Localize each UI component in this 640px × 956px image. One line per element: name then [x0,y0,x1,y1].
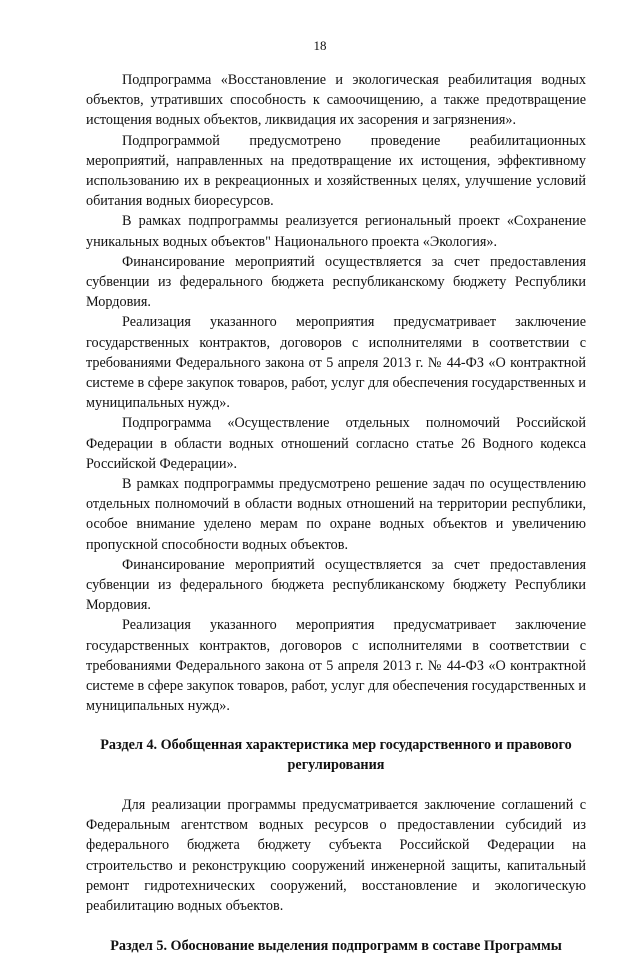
section-4-heading: Раздел 4. Обобщенная характеристика мер государственного и правового регулирования [100,736,572,773]
section-4-paragraph: Для реализации программы предусматривается заключение соглашений с Федеральным агентством водных ресурсов о предоставлении субсидий из федерального бюджета бюджету субъекта Российской Федерации на строительство и реконструкцию сооружений инженерной защиты, капитальный ремонт гидротехнических сооружений, восстановление и экологическую реабилитацию водных объектов. [86,796,586,914]
paragraph: Финансирование мероприятий осуществляется за счет предоставления субвенции из федерального бюджета республиканскому бюджету Республики Мордовия. [86,556,586,614]
paragraph: В рамках подпрограммы предусмотрено решение задач по осуществлению отдельных полномочий в области водных отношений на территории республики, особое внимание уделено мерам по охране водных объектов и увеличению пропускной способности водных объектов. [86,476,586,553]
paragraph: Реализация указанного мероприятия предусматривает заключение государственных контрактов, договоров с исполнителями в соответствии с требованиями Федерального закона от 5 апреля 2013 г. № 44-ФЗ «О контрактной системе в сфере закупок товаров, работ, услуг для обеспечения государственных и муниципальных нужд». [86,314,586,412]
page-number: 18 [313,38,327,53]
document-body [86,70,586,956]
paragraph: Подпрограммой предусмотрено проведение реабилитационных мероприятий, направленных на предотвращение их истощения, эффективному использованию их в рекреационных и хозяйственных целях, улучшение условий обитания водных биоресурсов. [86,132,586,210]
section-5-heading: Раздел 5. Обоснование выделения подпрограмм в составе Программы [110,938,562,955]
paragraph: Реализация указанного мероприятия предусматривает заключение государственных контрактов, договоров с исполнителями в соответствии с требованиями Федерального закона от 5 апреля 2013 г. № 44-ФЗ «О контрактной системе в сфере закупок товаров, работ, услуг для обеспечения государственных и муниципальных нужд». [86,617,586,715]
paragraph: Подпрограмма «Восстановление и экологическая реабилитация водных объектов, утративших способность к самоочищению, а также предотвращение истощения водных объектов, ликвидация их засорения и загрязнения». [86,72,586,129]
paragraph: Финансирование мероприятий осуществляется за счет предоставления субвенции из федерального бюджета республиканскому бюджету Республики Мордовия. [86,253,586,311]
paragraph: Подпрограмма «Осуществление отдельных полномочий Российской Федерации в области водных отношений согласно статье 26 Водного кодекса Российской Федерации». [86,415,586,472]
paragraph: В рамках подпрограммы реализуется региональный проект «Сохранение уникальных водных объектов" Национального проекта «Экология». [86,213,586,250]
